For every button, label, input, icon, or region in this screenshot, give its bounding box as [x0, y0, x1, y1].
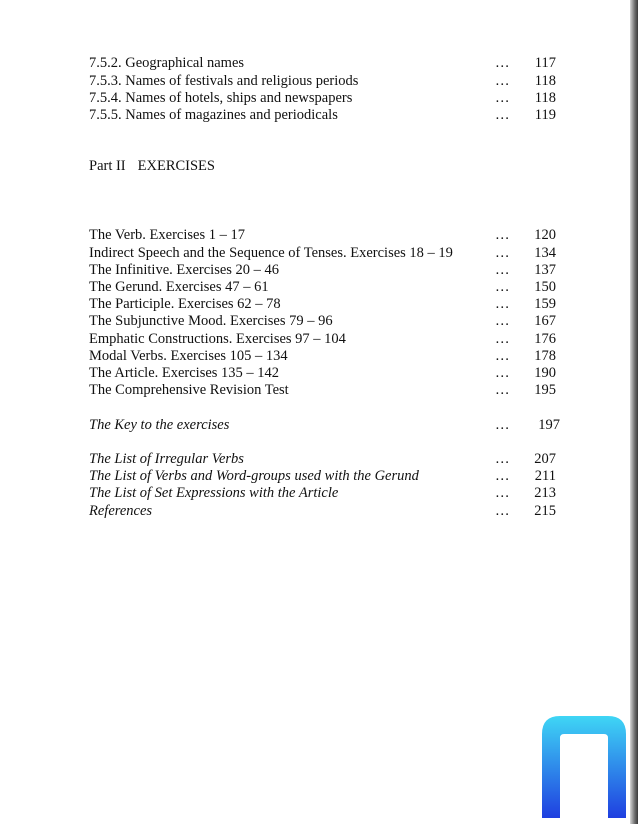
- toc-entry-title: The List of Set Expressions with the Article: [89, 485, 339, 501]
- toc-entry[interactable]: [89, 502, 569, 520]
- toc-entry-page: 207: [534, 451, 556, 467]
- toc-entry[interactable]: [89, 278, 569, 296]
- toc-entry-title: The Subjunctive Mood. Exercises 79 – 96: [89, 313, 333, 329]
- toc-entry[interactable]: [89, 312, 569, 330]
- toc-entry-leader: …: [495, 468, 510, 484]
- part-heading: [89, 157, 215, 175]
- toc-entry-leader: …: [495, 279, 510, 295]
- toc-entry-page: 150: [534, 279, 556, 295]
- toc-entry-page: 117: [534, 55, 556, 71]
- toc-entry[interactable]: [89, 106, 569, 124]
- toc-entry-page: 213: [534, 485, 556, 501]
- toc-entry-leader: …: [495, 348, 510, 364]
- toc-entry-leader: …: [495, 262, 510, 278]
- toc-entry-leader: …: [495, 107, 510, 123]
- toc-entry-leader: …: [495, 296, 510, 312]
- toc-entry-leader: …: [495, 227, 510, 243]
- toc-entry-title: The Infinitive. Exercises 20 – 46: [89, 262, 280, 278]
- toc-entry[interactable]: [89, 295, 569, 313]
- toc-entry-leader: …: [495, 382, 510, 398]
- toc-entry-page: 190: [534, 365, 556, 381]
- toc-entry-page: 118: [534, 73, 556, 89]
- toc-entry-leader: …: [495, 313, 510, 329]
- toc-entry-leader: …: [495, 485, 510, 501]
- toc-entry-title: Emphatic Constructions. Exercises 97 – 104: [89, 331, 346, 347]
- toc-entry-title: 7.5.2. Geographical names: [89, 55, 245, 71]
- toc-entry[interactable]: [89, 54, 569, 72]
- toc-entry-key[interactable]: [89, 416, 569, 434]
- toc-entry-page: 176: [534, 331, 556, 347]
- toc-entry-leader: …: [495, 90, 510, 106]
- toc-entry-title: The List of Verbs and Word-groups used with the Gerund: [89, 468, 419, 484]
- page-edge-shadow: [630, 0, 638, 824]
- toc-entry-page: 118: [534, 90, 556, 106]
- toc-entry-page: 119: [534, 107, 556, 123]
- toc-entry[interactable]: [89, 347, 569, 365]
- toc-entry-page: 137: [534, 262, 556, 278]
- toc-entry-page: 120: [534, 227, 556, 243]
- n-logo-icon: [538, 712, 630, 818]
- toc-entry-leader: …: [495, 417, 510, 433]
- toc-entry-title: The Key to the exercises: [89, 417, 230, 433]
- toc-entry-title: The Article. Exercises 135 – 142: [89, 365, 280, 381]
- toc-entry-title: Indirect Speech and the Sequence of Tenses. Exercises 18 – 19: [89, 245, 453, 261]
- toc-entry-leader: …: [495, 73, 510, 89]
- toc-entry-page: 167: [534, 313, 556, 329]
- toc-entry-page: 159: [534, 296, 556, 312]
- toc-entry-title: The Gerund. Exercises 47 – 61: [89, 279, 269, 295]
- toc-entry-title: 7.5.5. Names of magazines and periodicals: [89, 107, 338, 123]
- part-title: EXERCISES: [137, 158, 215, 174]
- toc-entry-title: The Verb. Exercises 1 – 17: [89, 227, 245, 243]
- toc-entry[interactable]: [89, 244, 569, 262]
- toc-entry[interactable]: [89, 467, 569, 485]
- toc-entry-title: Modal Verbs. Exercises 105 – 134: [89, 348, 288, 364]
- toc-entry-title: 7.5.3. Names of festivals and religious periods: [89, 73, 359, 89]
- toc-entry-page: 178: [534, 348, 556, 364]
- toc-entry-title: The List of Irregular Verbs: [89, 451, 244, 467]
- toc-entry-title: References: [89, 503, 153, 519]
- toc-entry-title: 7.5.4. Names of hotels, ships and newspapers: [89, 90, 353, 106]
- toc-entry[interactable]: [89, 89, 569, 107]
- toc-entry[interactable]: [89, 450, 569, 468]
- toc-entry-title: The Comprehensive Revision Test: [89, 382, 289, 398]
- toc-entry-page: 195: [534, 382, 556, 398]
- toc-entry[interactable]: [89, 261, 569, 279]
- toc-entry-leader: …: [495, 365, 510, 381]
- toc-entry-page: 134: [534, 245, 556, 261]
- toc-entry-title: The Participle. Exercises 62 – 78: [89, 296, 281, 312]
- toc-entry-page: 197: [538, 417, 560, 433]
- part-label: Part II: [89, 158, 126, 174]
- toc-entry[interactable]: [89, 226, 569, 244]
- toc-entry-leader: …: [495, 245, 510, 261]
- toc-entry-leader: …: [495, 503, 510, 519]
- toc-entry[interactable]: [89, 330, 569, 348]
- toc-entry[interactable]: [89, 364, 569, 382]
- toc-entry[interactable]: [89, 484, 569, 502]
- toc-entry-leader: …: [495, 55, 510, 71]
- toc-entry-page: 215: [534, 503, 556, 519]
- toc-entry-page: 211: [534, 468, 556, 484]
- toc-entry[interactable]: [89, 72, 569, 90]
- toc-entry[interactable]: [89, 381, 569, 399]
- toc-entry-leader: …: [495, 331, 510, 347]
- toc-entry-leader: …: [495, 451, 510, 467]
